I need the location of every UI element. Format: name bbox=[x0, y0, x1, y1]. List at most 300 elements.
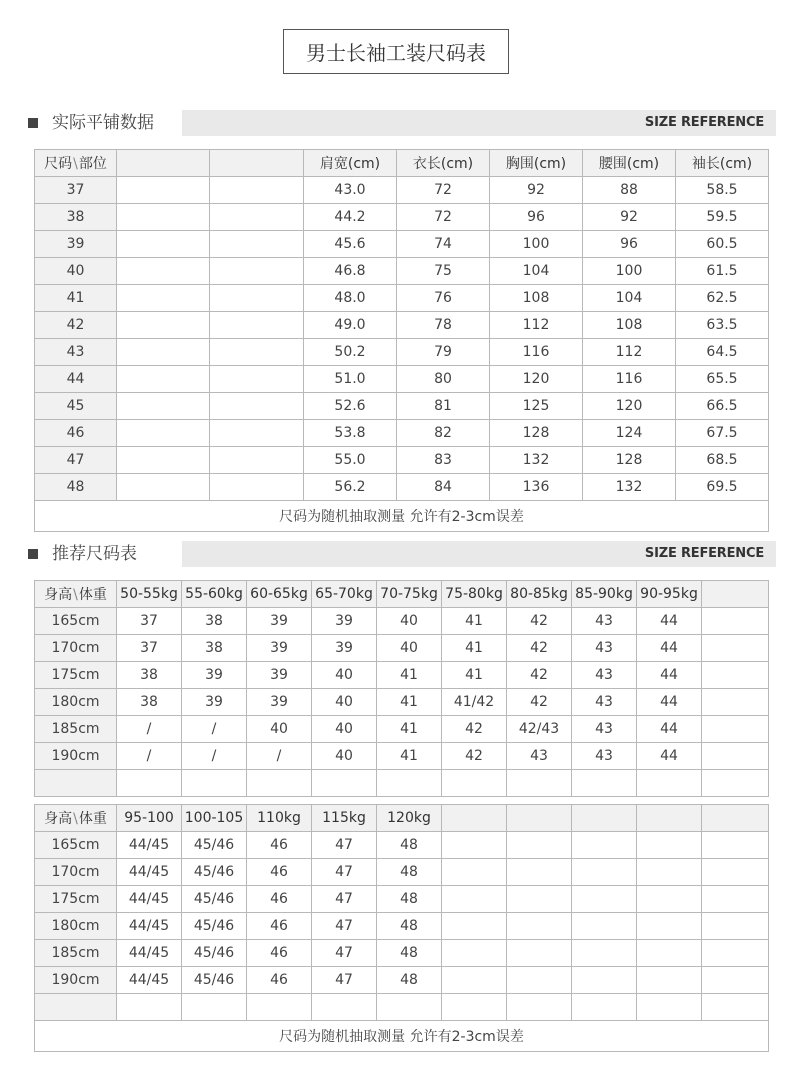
table-cell: / bbox=[117, 743, 182, 770]
column-header: 115kg bbox=[312, 805, 377, 832]
table-cell bbox=[702, 608, 769, 635]
section-title: 推荐尺码表 bbox=[52, 544, 137, 564]
table-cell: 41 bbox=[377, 743, 442, 770]
table-cell: 80 bbox=[397, 366, 490, 393]
table-cell bbox=[210, 258, 304, 285]
table-cell: 92 bbox=[490, 177, 583, 204]
table-cell: 40 bbox=[312, 743, 377, 770]
table-cell: 43 bbox=[572, 743, 637, 770]
table-cell: 39 bbox=[247, 662, 312, 689]
table-cell bbox=[507, 886, 572, 913]
table-row bbox=[35, 231, 769, 258]
column-header: 95-100 bbox=[117, 805, 182, 832]
row-label: 180cm bbox=[35, 913, 117, 940]
table-cell: 47 bbox=[312, 859, 377, 886]
table-cell bbox=[210, 447, 304, 474]
table-cell: 44 bbox=[637, 608, 702, 635]
table-cell: 48 bbox=[377, 886, 442, 913]
column-header: 70-75kg bbox=[377, 581, 442, 608]
column-header: 120kg bbox=[377, 805, 442, 832]
table-cell: 44/45 bbox=[117, 832, 182, 859]
table-row bbox=[35, 339, 769, 366]
table-cell: 45/46 bbox=[182, 859, 247, 886]
table-cell: 41 bbox=[442, 662, 507, 689]
table-cell: 44/45 bbox=[117, 859, 182, 886]
table-cell: 39 bbox=[247, 635, 312, 662]
table-cell: 37 bbox=[117, 608, 182, 635]
table-cell: / bbox=[182, 716, 247, 743]
header-corner-cell bbox=[35, 581, 117, 608]
table-cell: 46 bbox=[247, 832, 312, 859]
section-header-measurements bbox=[26, 110, 776, 136]
table-row bbox=[35, 258, 769, 285]
column-header: 110kg bbox=[247, 805, 312, 832]
table-cell bbox=[210, 177, 304, 204]
table-cell bbox=[702, 743, 769, 770]
table-cell: 41 bbox=[377, 662, 442, 689]
table-cell: 42 bbox=[507, 608, 572, 635]
table-cell: 46 bbox=[247, 967, 312, 994]
table-cell: 38 bbox=[117, 689, 182, 716]
table-cell bbox=[117, 420, 210, 447]
table-cell: 66.5 bbox=[676, 393, 769, 420]
column-header: 袖长(cm) bbox=[676, 150, 769, 177]
table-row bbox=[35, 420, 769, 447]
table-cell bbox=[507, 994, 572, 1021]
table-cell bbox=[442, 859, 507, 886]
table-cell: 44/45 bbox=[117, 913, 182, 940]
table-cell: 41 bbox=[377, 689, 442, 716]
table-row bbox=[35, 608, 769, 635]
table-cell bbox=[182, 994, 247, 1021]
table-cell: 40 bbox=[312, 689, 377, 716]
table-cell: 108 bbox=[490, 285, 583, 312]
table-row bbox=[35, 832, 769, 859]
table-cell bbox=[210, 231, 304, 258]
table-cell: 92 bbox=[583, 204, 676, 231]
recommend-table-b bbox=[34, 804, 769, 1052]
table-row bbox=[35, 940, 769, 967]
table-cell: 136 bbox=[490, 474, 583, 501]
table-cell: 47 bbox=[312, 886, 377, 913]
column-header bbox=[572, 805, 637, 832]
table-cell bbox=[637, 967, 702, 994]
table-cell: 44 bbox=[637, 662, 702, 689]
row-label: 41 bbox=[35, 285, 117, 312]
column-header bbox=[702, 805, 769, 832]
table-cell bbox=[312, 994, 377, 1021]
corner-row-label: 尺码 bbox=[44, 156, 73, 172]
corner-divider: \ bbox=[73, 811, 78, 827]
row-label: 44 bbox=[35, 366, 117, 393]
table-cell: 39 bbox=[312, 635, 377, 662]
measurement-table bbox=[34, 149, 769, 532]
table-cell bbox=[572, 913, 637, 940]
table-cell bbox=[377, 770, 442, 797]
table-cell: 79 bbox=[397, 339, 490, 366]
table-cell bbox=[182, 770, 247, 797]
table-row bbox=[35, 662, 769, 689]
table-cell: 108 bbox=[583, 312, 676, 339]
table-cell: 48 bbox=[377, 967, 442, 994]
table-cell: 38 bbox=[182, 635, 247, 662]
table-cell: 82 bbox=[397, 420, 490, 447]
row-label: 175cm bbox=[35, 662, 117, 689]
table-cell: 60.5 bbox=[676, 231, 769, 258]
table-cell bbox=[702, 967, 769, 994]
table-cell bbox=[702, 913, 769, 940]
corner-row-label: 身高 bbox=[44, 811, 73, 827]
corner-divider: \ bbox=[73, 156, 78, 172]
table-cell: 49.0 bbox=[304, 312, 397, 339]
header-row bbox=[35, 150, 769, 177]
column-header: 80-85kg bbox=[507, 581, 572, 608]
table-cell bbox=[312, 770, 377, 797]
row-label: 170cm bbox=[35, 859, 117, 886]
table-cell bbox=[117, 312, 210, 339]
table-cell: 44 bbox=[637, 635, 702, 662]
row-label: 42 bbox=[35, 312, 117, 339]
table-cell bbox=[117, 231, 210, 258]
table-cell: 50.2 bbox=[304, 339, 397, 366]
row-label: 45 bbox=[35, 393, 117, 420]
table-cell bbox=[637, 832, 702, 859]
table-cell: 65.5 bbox=[676, 366, 769, 393]
table-cell bbox=[117, 285, 210, 312]
table-cell: 39 bbox=[182, 662, 247, 689]
table-cell bbox=[702, 770, 769, 797]
table-cell bbox=[507, 940, 572, 967]
table-cell bbox=[377, 994, 442, 1021]
row-label bbox=[35, 994, 117, 1021]
table-cell bbox=[637, 913, 702, 940]
row-label: 185cm bbox=[35, 940, 117, 967]
column-header bbox=[507, 805, 572, 832]
row-label: 190cm bbox=[35, 967, 117, 994]
table-cell: 67.5 bbox=[676, 420, 769, 447]
table-cell bbox=[442, 967, 507, 994]
table-cell: 41 bbox=[377, 716, 442, 743]
table-cell: 43 bbox=[572, 635, 637, 662]
table-cell: 39 bbox=[247, 689, 312, 716]
table-cell: 104 bbox=[490, 258, 583, 285]
table-cell bbox=[117, 204, 210, 231]
table-cell bbox=[210, 339, 304, 366]
table-cell bbox=[702, 635, 769, 662]
row-label: 38 bbox=[35, 204, 117, 231]
table-cell bbox=[702, 689, 769, 716]
table-cell bbox=[637, 770, 702, 797]
measurement-note: 尺码为随机抽取测量 允许有2-3cm误差 bbox=[35, 1021, 769, 1052]
table-cell bbox=[702, 886, 769, 913]
table-cell: 75 bbox=[397, 258, 490, 285]
row-label: 48 bbox=[35, 474, 117, 501]
table-row bbox=[35, 204, 769, 231]
table-cell: 40 bbox=[377, 635, 442, 662]
row-label: 40 bbox=[35, 258, 117, 285]
table-cell bbox=[442, 940, 507, 967]
table-cell: 52.6 bbox=[304, 393, 397, 420]
note-row bbox=[35, 501, 769, 532]
table-cell: 104 bbox=[583, 285, 676, 312]
table-cell bbox=[572, 994, 637, 1021]
table-cell bbox=[572, 967, 637, 994]
column-header: 100-105 bbox=[182, 805, 247, 832]
table-cell: 96 bbox=[490, 204, 583, 231]
table-cell: 43 bbox=[572, 608, 637, 635]
table-cell: 48 bbox=[377, 832, 442, 859]
table-row bbox=[35, 913, 769, 940]
table-cell: 48 bbox=[377, 859, 442, 886]
header-corner-cell bbox=[35, 805, 117, 832]
table-cell: / bbox=[247, 743, 312, 770]
row-label: 37 bbox=[35, 177, 117, 204]
measurement-note: 尺码为随机抽取测量 允许有2-3cm误差 bbox=[35, 501, 769, 532]
table-cell: 45/46 bbox=[182, 967, 247, 994]
bullet-square-icon bbox=[28, 549, 38, 559]
table-cell: 44/45 bbox=[117, 940, 182, 967]
header-row bbox=[35, 581, 769, 608]
table-cell: 100 bbox=[583, 258, 676, 285]
table-cell bbox=[507, 967, 572, 994]
corner-column-label: 体重 bbox=[78, 811, 107, 827]
table-cell bbox=[572, 940, 637, 967]
table-cell: 48 bbox=[377, 913, 442, 940]
row-label: 180cm bbox=[35, 689, 117, 716]
bullet-square-icon bbox=[28, 118, 38, 128]
page-title: 男士长袖工装尺码表 bbox=[283, 29, 509, 74]
table-cell: 46 bbox=[247, 940, 312, 967]
header-corner-cell bbox=[35, 150, 117, 177]
table-cell: 59.5 bbox=[676, 204, 769, 231]
column-header bbox=[117, 150, 210, 177]
table-cell: 48.0 bbox=[304, 285, 397, 312]
table-cell bbox=[210, 366, 304, 393]
table-cell bbox=[442, 886, 507, 913]
column-header: 65-70kg bbox=[312, 581, 377, 608]
table-cell: 42 bbox=[442, 743, 507, 770]
table-cell: 124 bbox=[583, 420, 676, 447]
table-cell: 44 bbox=[637, 716, 702, 743]
table-cell: 38 bbox=[117, 662, 182, 689]
table-cell: 46 bbox=[247, 859, 312, 886]
table-row bbox=[35, 716, 769, 743]
table-cell: 112 bbox=[583, 339, 676, 366]
table-row bbox=[35, 743, 769, 770]
size-reference-label: SIZE REFERENCE bbox=[644, 115, 764, 130]
table-cell bbox=[507, 859, 572, 886]
table-cell: 45/46 bbox=[182, 886, 247, 913]
table-cell: 46 bbox=[247, 886, 312, 913]
table-cell: 43 bbox=[572, 662, 637, 689]
table-cell: 120 bbox=[583, 393, 676, 420]
table-cell: 39 bbox=[312, 608, 377, 635]
table-cell bbox=[702, 940, 769, 967]
table-cell bbox=[210, 285, 304, 312]
table-row bbox=[35, 689, 769, 716]
table-cell bbox=[637, 994, 702, 1021]
table-cell bbox=[507, 913, 572, 940]
table-cell bbox=[117, 258, 210, 285]
section-header-recommend bbox=[26, 541, 776, 567]
column-header: 55-60kg bbox=[182, 581, 247, 608]
recommend-table-a bbox=[34, 580, 769, 797]
table-cell bbox=[507, 832, 572, 859]
section-title: 实际平铺数据 bbox=[52, 113, 154, 133]
table-cell bbox=[637, 940, 702, 967]
table-cell: 62.5 bbox=[676, 285, 769, 312]
table-cell: 78 bbox=[397, 312, 490, 339]
table-cell: 44.2 bbox=[304, 204, 397, 231]
table-cell bbox=[702, 716, 769, 743]
table-cell: 46 bbox=[247, 913, 312, 940]
table-cell: 83 bbox=[397, 447, 490, 474]
table-cell: 43.0 bbox=[304, 177, 397, 204]
table-cell bbox=[442, 913, 507, 940]
table-cell bbox=[572, 832, 637, 859]
corner-column-label: 体重 bbox=[78, 587, 107, 603]
table-row bbox=[35, 635, 769, 662]
table-cell: 40 bbox=[312, 716, 377, 743]
table-cell: 39 bbox=[182, 689, 247, 716]
table-cell bbox=[507, 770, 572, 797]
table-cell: 116 bbox=[490, 339, 583, 366]
table-cell: 45.6 bbox=[304, 231, 397, 258]
column-header: 85-90kg bbox=[572, 581, 637, 608]
table-cell bbox=[637, 886, 702, 913]
table-cell: 40 bbox=[312, 662, 377, 689]
table-cell bbox=[702, 832, 769, 859]
table-cell: 116 bbox=[583, 366, 676, 393]
row-label: 190cm bbox=[35, 743, 117, 770]
table-cell: 61.5 bbox=[676, 258, 769, 285]
table-cell: 76 bbox=[397, 285, 490, 312]
row-label: 46 bbox=[35, 420, 117, 447]
table-row bbox=[35, 967, 769, 994]
table-row bbox=[35, 859, 769, 886]
table-cell: 68.5 bbox=[676, 447, 769, 474]
table-cell: 44 bbox=[637, 743, 702, 770]
table-cell: 128 bbox=[490, 420, 583, 447]
table-cell: 53.8 bbox=[304, 420, 397, 447]
table-cell: 69.5 bbox=[676, 474, 769, 501]
table-cell: 43 bbox=[507, 743, 572, 770]
table-cell bbox=[572, 859, 637, 886]
table-cell: 58.5 bbox=[676, 177, 769, 204]
table-cell: 41 bbox=[442, 608, 507, 635]
table-cell: 45/46 bbox=[182, 940, 247, 967]
column-header: 75-80kg bbox=[442, 581, 507, 608]
table-cell bbox=[572, 770, 637, 797]
table-cell: 112 bbox=[490, 312, 583, 339]
table-row bbox=[35, 312, 769, 339]
column-header bbox=[210, 150, 304, 177]
table-cell bbox=[210, 312, 304, 339]
table-cell bbox=[117, 770, 182, 797]
table-cell: 37 bbox=[117, 635, 182, 662]
column-header: 50-55kg bbox=[117, 581, 182, 608]
table-cell bbox=[117, 393, 210, 420]
table-cell: 72 bbox=[397, 177, 490, 204]
table-cell: 41/42 bbox=[442, 689, 507, 716]
table-row bbox=[35, 285, 769, 312]
table-cell: 44 bbox=[637, 689, 702, 716]
column-header: 60-65kg bbox=[247, 581, 312, 608]
table-row bbox=[35, 177, 769, 204]
table-cell: 42 bbox=[442, 716, 507, 743]
table-cell: 125 bbox=[490, 393, 583, 420]
row-label: 39 bbox=[35, 231, 117, 258]
table-cell: 42 bbox=[507, 662, 572, 689]
table-cell: 38 bbox=[182, 608, 247, 635]
column-header bbox=[442, 805, 507, 832]
table-cell: 47 bbox=[312, 940, 377, 967]
table-cell: 96 bbox=[583, 231, 676, 258]
table-row bbox=[35, 393, 769, 420]
table-cell bbox=[572, 886, 637, 913]
table-cell: 42 bbox=[507, 689, 572, 716]
table-cell bbox=[210, 420, 304, 447]
row-label: 170cm bbox=[35, 635, 117, 662]
column-header: 衣长(cm) bbox=[397, 150, 490, 177]
table-cell: 42/43 bbox=[507, 716, 572, 743]
table-cell: 45/46 bbox=[182, 832, 247, 859]
column-header: 肩宽(cm) bbox=[304, 150, 397, 177]
table-cell bbox=[442, 994, 507, 1021]
column-header bbox=[637, 805, 702, 832]
column-header: 腰围(cm) bbox=[583, 150, 676, 177]
table-cell: 44/45 bbox=[117, 967, 182, 994]
table-cell: 88 bbox=[583, 177, 676, 204]
column-header: 胸围(cm) bbox=[490, 150, 583, 177]
table-cell bbox=[702, 994, 769, 1021]
table-cell: 47 bbox=[312, 967, 377, 994]
table-cell: 42 bbox=[507, 635, 572, 662]
table-cell bbox=[117, 474, 210, 501]
table-cell: 132 bbox=[490, 447, 583, 474]
table-cell bbox=[442, 770, 507, 797]
table-cell bbox=[702, 662, 769, 689]
table-cell: 128 bbox=[583, 447, 676, 474]
table-cell: 51.0 bbox=[304, 366, 397, 393]
table-cell: 39 bbox=[247, 608, 312, 635]
row-label: 43 bbox=[35, 339, 117, 366]
table-cell bbox=[442, 832, 507, 859]
table-row bbox=[35, 770, 769, 797]
corner-column-label: 部位 bbox=[78, 156, 107, 172]
table-row bbox=[35, 994, 769, 1021]
column-header: 90-95kg bbox=[637, 581, 702, 608]
table-cell: 55.0 bbox=[304, 447, 397, 474]
table-cell: 40 bbox=[377, 608, 442, 635]
row-label: 165cm bbox=[35, 832, 117, 859]
table-cell bbox=[702, 859, 769, 886]
table-cell bbox=[210, 204, 304, 231]
table-row bbox=[35, 886, 769, 913]
table-cell: 63.5 bbox=[676, 312, 769, 339]
corner-divider: \ bbox=[73, 587, 78, 603]
table-cell bbox=[117, 366, 210, 393]
table-cell: 84 bbox=[397, 474, 490, 501]
row-label: 185cm bbox=[35, 716, 117, 743]
table-cell: 48 bbox=[377, 940, 442, 967]
table-cell bbox=[117, 339, 210, 366]
table-cell bbox=[637, 859, 702, 886]
table-cell: 40 bbox=[247, 716, 312, 743]
row-label: 175cm bbox=[35, 886, 117, 913]
table-cell: 43 bbox=[572, 716, 637, 743]
table-cell: 132 bbox=[583, 474, 676, 501]
